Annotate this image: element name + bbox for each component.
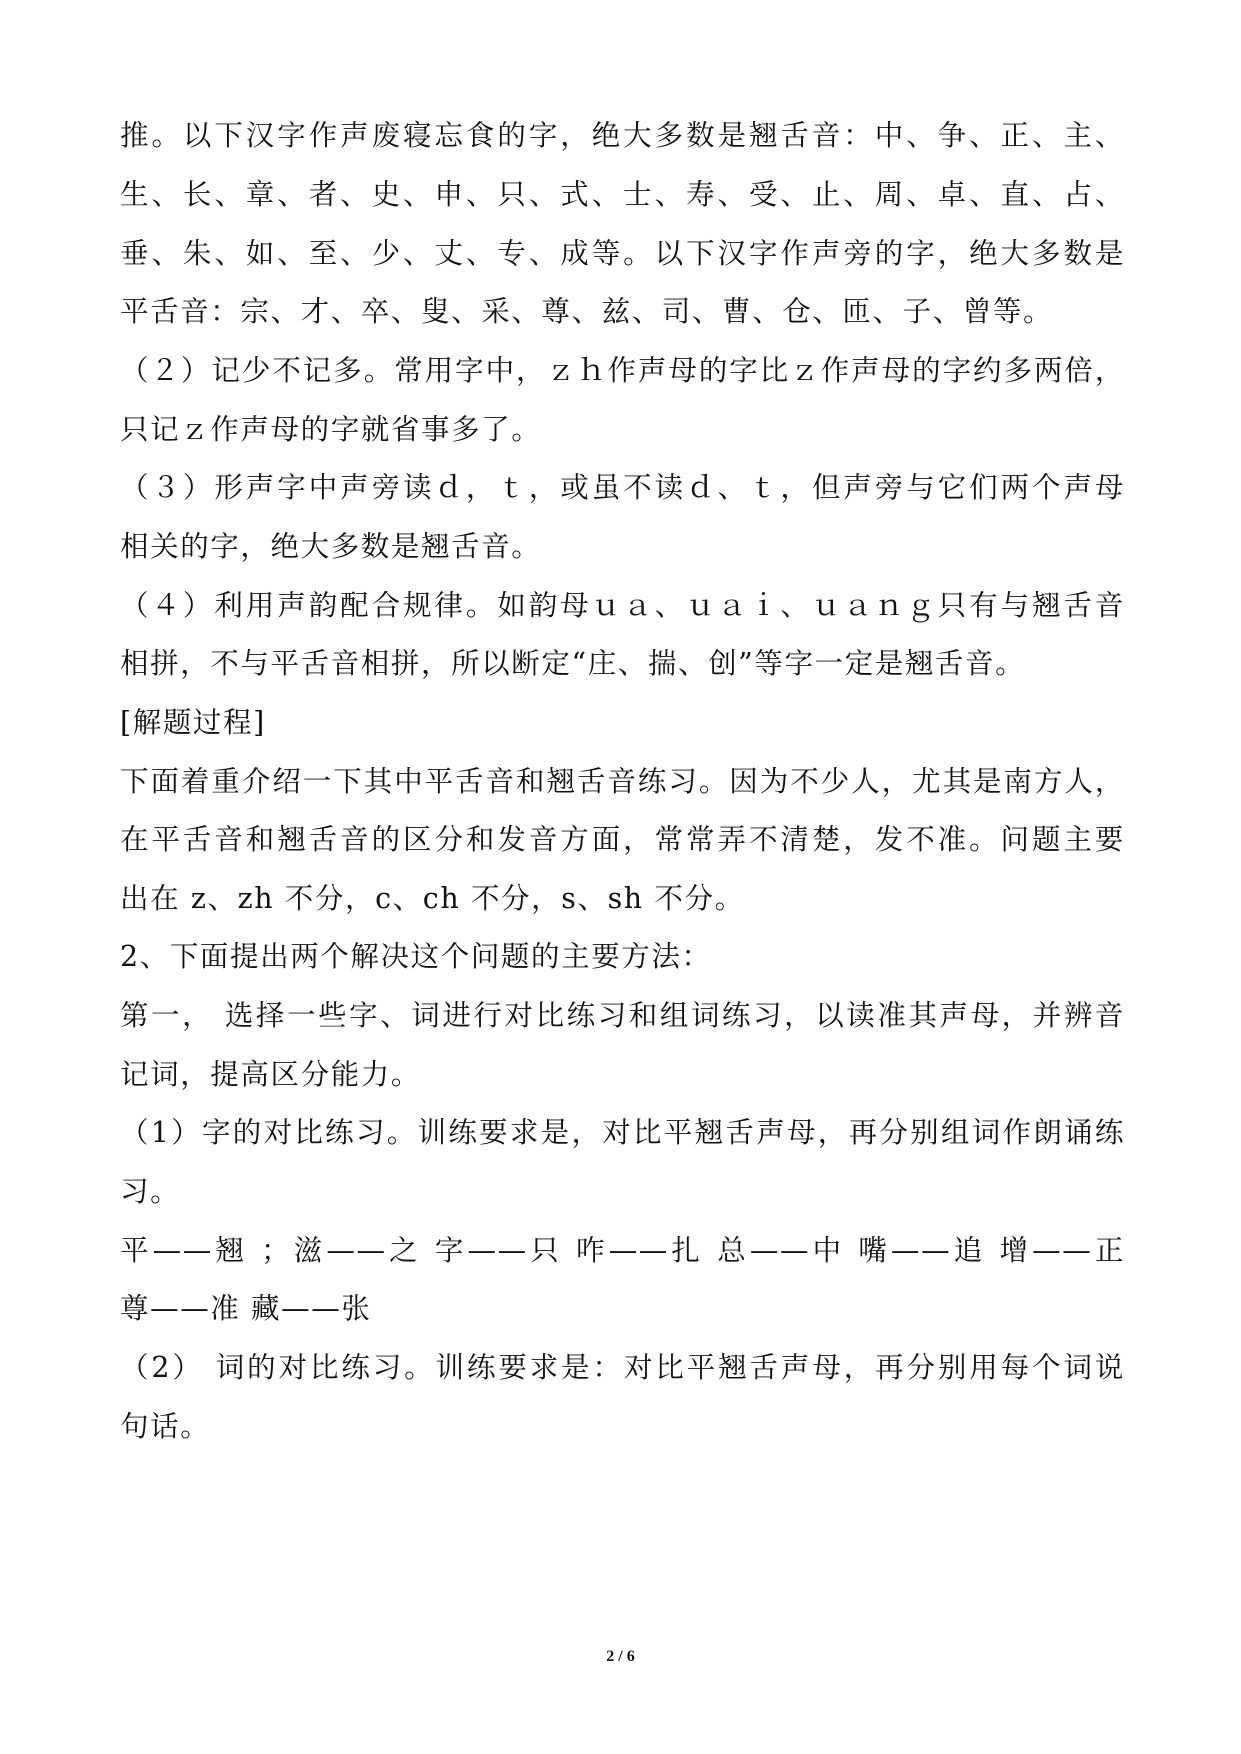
text-line: 相关的字，绝大多数是翘舌音。 <box>120 530 542 563</box>
text-line: 出在 z、zh 不分，c、ch 不分，s、sh 不分。 <box>120 882 745 915</box>
text-line: （1）字的对比练习。训练要求是，对比平翘舌声母，再分别组词作朗诵练 <box>120 1116 1125 1149</box>
text-line: 在平舌音和翘舌音的区分和发音方面，常常弄不清楚，发不准。问题主要 <box>120 823 1125 856</box>
text-line: 2、下面提出两个解决这个问题的主要方法： <box>120 940 712 973</box>
text-line: 记词，提高区分能力。 <box>120 1058 422 1091</box>
text-line: （2） 词的对比练习。训练要求是：对比平翘舌声母，再分别用每个词说 <box>120 1351 1125 1384</box>
text-line: 平舌音：宗、才、卒、叟、采、尊、兹、司、曹、仓、匝、子、曾等。 <box>120 295 1054 328</box>
section-heading: [解题过程] <box>120 706 266 739</box>
text-line: 句话。 <box>120 1410 211 1443</box>
text-line: 尊——准 藏——张 <box>120 1292 372 1325</box>
text-line: 习。 <box>120 1175 181 1208</box>
text-line: （４）利用声韵配合规律。如韵母ｕａ、ｕａｉ、ｕａｎｇ只有与翘舌音 <box>120 589 1125 622</box>
text-line: 平——翘 ；滋——之 字——只 咋——扎 总——中 嘴——追 增——正 <box>120 1234 1125 1267</box>
text-line: 生、长、章、者、史、申、只、式、士、寿、受、止、周、卓、直、占、 <box>120 178 1125 211</box>
text-line: 只记ｚ作声母的字就省事多了。 <box>120 413 542 446</box>
text-line: 推。以下汉字作声废寝忘食的字，绝大多数是翘舌音：中、争、正、主、 <box>120 119 1125 152</box>
text-line: （３）形声字中声旁读ｄ，ｔ，或虽不读ｄ、ｔ，但声旁与它们两个声母 <box>120 471 1125 504</box>
text-line: 相拼，不与平舌音相拼，所以断定“庄、揣、创”等字一定是翘舌音。 <box>120 647 1026 680</box>
text-line: 垂、朱、如、至、少、丈、专、成等。以下汉字作声旁的字，绝大多数是 <box>120 237 1125 270</box>
text-line: （２）记少不记多。常用字中，ｚｈ作声母的字比ｚ作声母的字约多两倍， <box>120 354 1125 387</box>
text-line: 下面着重介绍一下其中平舌音和翘舌音练习。因为不少人，尤其是南方人， <box>120 765 1125 798</box>
page-number: 2 / 6 <box>606 1648 635 1665</box>
text-line: 第一， 选择一些字、词进行对比练习和组词练习，以读准其声母，并辨音 <box>120 999 1125 1032</box>
